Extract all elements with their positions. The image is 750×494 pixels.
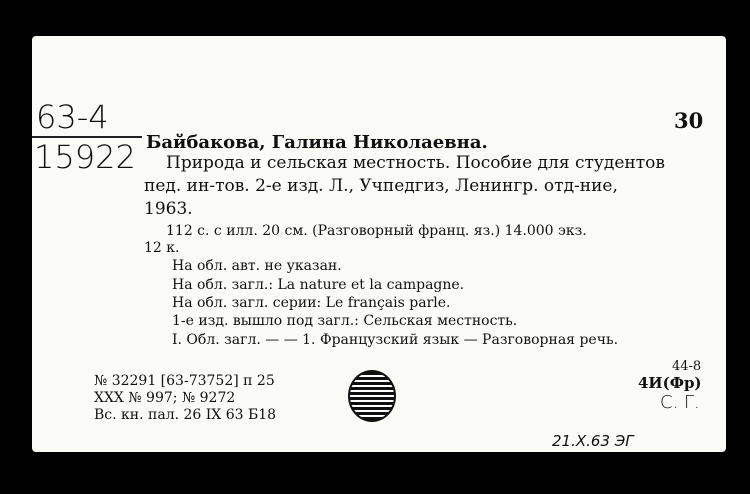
- registry-line-3: Вс. кн. пал. 26 IX 63 Б18: [94, 407, 277, 423]
- classification-code: 4И(Фр): [638, 374, 702, 392]
- handwritten-number-top: 63-4: [36, 98, 109, 136]
- title-line-2: пед. ин-тов. 2-е изд. Л., Учпедгиз, Ленингр. отд-ние,: [144, 176, 618, 196]
- tracing-line: I. Обл. загл. — — 1. Французский язык — Разговорная речь.: [172, 332, 619, 348]
- author-heading: Байбакова, Галина Николаевна.: [146, 132, 488, 153]
- note-4: 1-е изд. вышло под загл.: Сельская местность.: [172, 313, 518, 329]
- registry-line-2: XXX № 997; № 9272: [94, 390, 236, 406]
- handwritten-initials: С. Г.: [660, 392, 700, 413]
- punch-hole: [348, 370, 396, 422]
- description-line-1: 112 с. с илл. 20 см. (Разговорный франц. яз.) 14.000 экз.: [166, 223, 587, 239]
- handwritten-date: 21.X.63 ЭГ: [552, 432, 634, 450]
- note-3: На обл. загл. серии: Le français parle.: [172, 295, 451, 311]
- title-line-3: 1963.: [144, 199, 193, 219]
- catalog-card: [32, 36, 726, 452]
- card-number: 30: [674, 108, 704, 133]
- classification-number: 44-8: [672, 359, 702, 374]
- registry-line-1: № 32291 [63-73752] п 25: [94, 373, 275, 389]
- handwritten-number-bottom: 15922: [34, 138, 136, 176]
- description-line-2: 12 к.: [144, 240, 180, 256]
- note-2: На обл. загл.: La nature et la campagne.: [172, 277, 465, 293]
- title-line-1: Природа и сельская местность. Пособие для студентов: [166, 153, 665, 173]
- scan-bottom-border: [0, 452, 750, 494]
- note-1: На обл. авт. не указан.: [172, 258, 342, 274]
